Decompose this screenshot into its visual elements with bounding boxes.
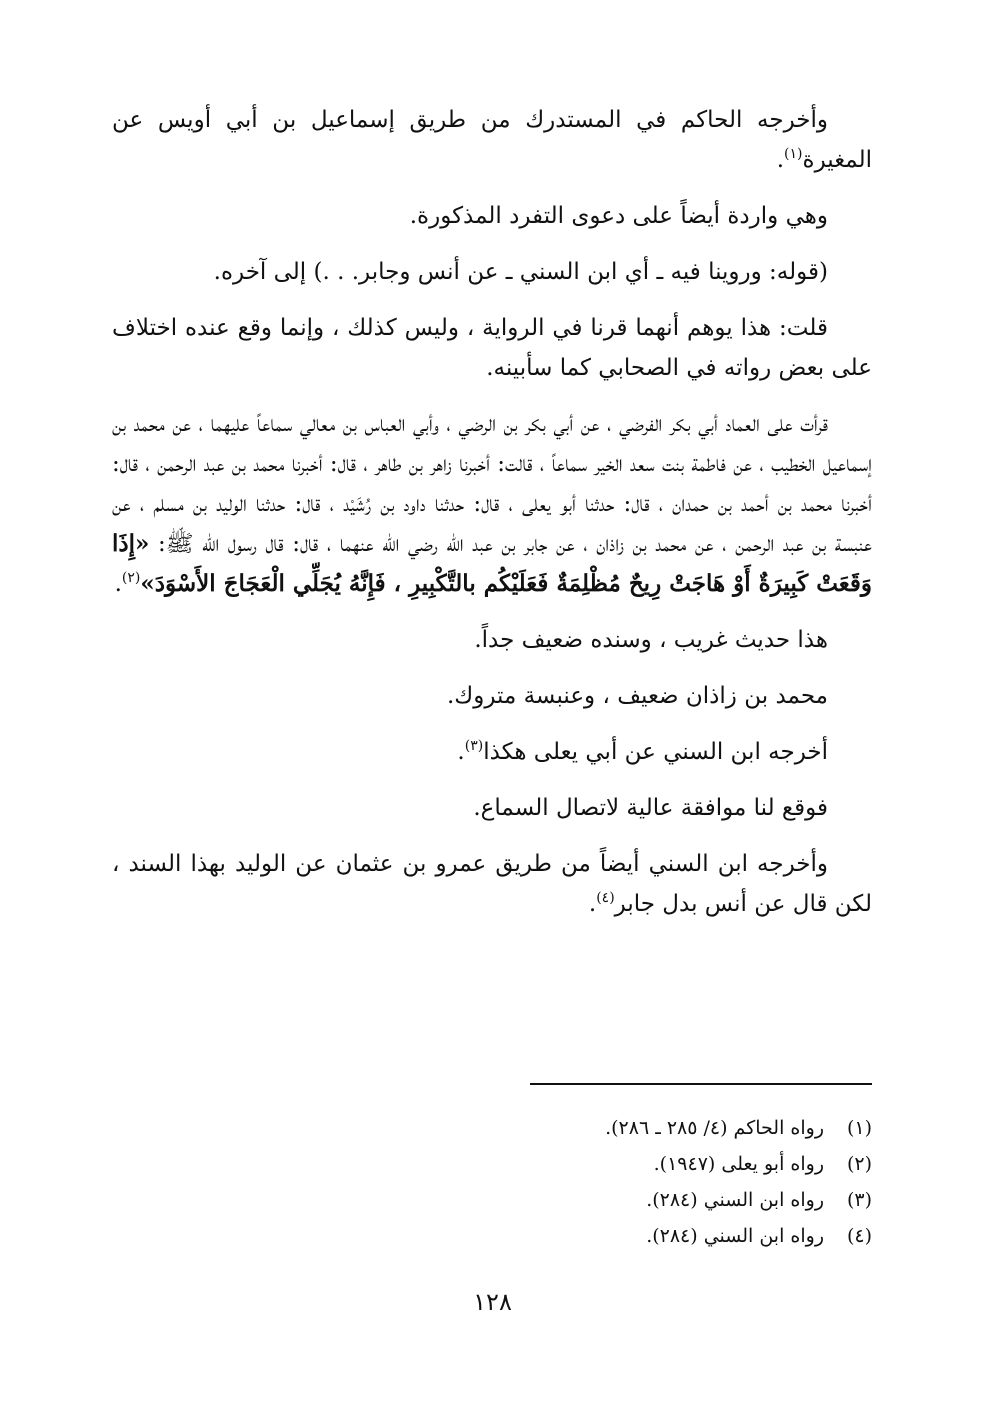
paragraph-tafarrud — [112, 196, 872, 236]
paragraph-end: . — [776, 147, 785, 173]
paragraph-end: . — [457, 739, 465, 765]
page-body — [112, 100, 872, 940]
footnote-ref-3[interactable]: (٣) — [464, 738, 484, 754]
paragraph-text: وأخرجه ابن السني أيضاً من طريق عمرو بن عثمان عن الوليد بهذا السند ، لكن قال عن أنس بدل جابر — [112, 851, 872, 917]
footnotes — [112, 1110, 872, 1254]
footnote-number: (٢) — [846, 1153, 872, 1175]
footnote-3 — [112, 1182, 872, 1218]
paragraph-end: . — [114, 571, 122, 597]
footnote-number: (١) — [846, 1117, 872, 1139]
footnote-1 — [112, 1110, 872, 1146]
isnad-text: قرأت على العماد أبي بكر الفرضي ، عن أبي بكر بن الرضي ، وأبي العباس بن معالي سماعاً عليهما ، عن محمد بن إسماعيل الخطيب ، عن فاطمة بنت سعد الخير سماعاً ، قالت: أخبرنا زاهر بن طاهر ، قال: أخبرنا محمد بن عبد الرحمن ، قال: أخبرنا محمد بن أحمد بن حمدان ، قال: حدثنا أبو يعلى ، قال: حدثنا داود بن رُشَيْد ، قال: حدثنا الوليد بن مسلم ، عن عنبسة بن عبد الرحمن ، عن محمد بن زاذان ، عن جابر بن عبد الله رضي الله عنهما ، قال: قال رسول الله ﷺ: — [112, 411, 872, 557]
paragraph-text: (قوله: وروينا فيه ـ أي ابن السني ـ عن أنس وجابر. . .) إلى آخره. — [213, 259, 828, 285]
paragraph-end: . — [588, 891, 597, 917]
remark-text: فوقع لنا موافقة عالية لاتصال السماع. — [473, 795, 828, 821]
footnote-2 — [112, 1146, 872, 1182]
footnote-text: رواه أبو يعلى (١٩٤٧). — [653, 1153, 824, 1175]
footnote-text: رواه الحاكم (٤/ ٢٨٥ ـ ٢٨٦). — [605, 1117, 824, 1139]
remark-zadhan — [112, 676, 872, 716]
paragraph-amr-bin-uthman — [112, 844, 872, 924]
paragraph-qawluhu — [112, 252, 872, 292]
remark-text: محمد بن زاذان ضعيف ، وعنبسة متروك. — [446, 683, 828, 709]
paragraph-hakim — [112, 100, 872, 180]
footnote-number: (٤) — [846, 1225, 872, 1247]
footnote-number: (٣) — [846, 1189, 872, 1211]
paragraph-text: وأخرجه الحاكم في المستدرك من طريق إسماعيل بن أبي أويس عن المغيرة — [112, 107, 872, 173]
remark-text: هذا حديث غريب ، وسنده ضعيف جداً. — [474, 627, 828, 653]
paragraph-qultu — [112, 308, 872, 388]
paragraph-text: قلت: هذا يوهم أنهما قرنا في الرواية ، وليس كذلك ، وإنما وقع عنده اختلاف على بعض رواته في الصحابي كما سأبينه. — [112, 315, 872, 381]
paragraph-text: وهي واردة أيضاً على دعوى التفرد المذكورة. — [409, 203, 828, 229]
hadith-text: «إِذَا وَقَعَتْ كَبِيرَةٌ أَوْ هَاجَتْ رِيحٌ مُظْلِمَةٌ فَعَلَيْكُم بالتَّكْبِيرِ ، فَإِنَّهُ يُجَلِّي الْعَجَاجَ الأَسْوَدَ» — [112, 530, 872, 597]
footnote-text: رواه ابن السني (٢٨٤). — [646, 1225, 824, 1247]
remark-gharib — [112, 620, 872, 660]
paragraph-isnad — [112, 404, 872, 604]
footnote-divider — [530, 1083, 872, 1085]
footnote-text: رواه ابن السني (٢٨٤). — [646, 1189, 824, 1211]
footnote-4 — [112, 1218, 872, 1254]
remark-muwafaqa — [112, 788, 872, 828]
remark-text: أخرجه ابن السني عن أبي يعلى هكذا — [483, 739, 828, 765]
remark-ibn-sunni — [112, 732, 872, 772]
page-number: ١٢٨ — [473, 1288, 512, 1316]
footnote-ref-1[interactable]: (١) — [784, 146, 803, 162]
footnote-ref-2[interactable]: (٢) — [121, 570, 141, 586]
footnote-ref-4[interactable]: (٤) — [596, 890, 615, 906]
